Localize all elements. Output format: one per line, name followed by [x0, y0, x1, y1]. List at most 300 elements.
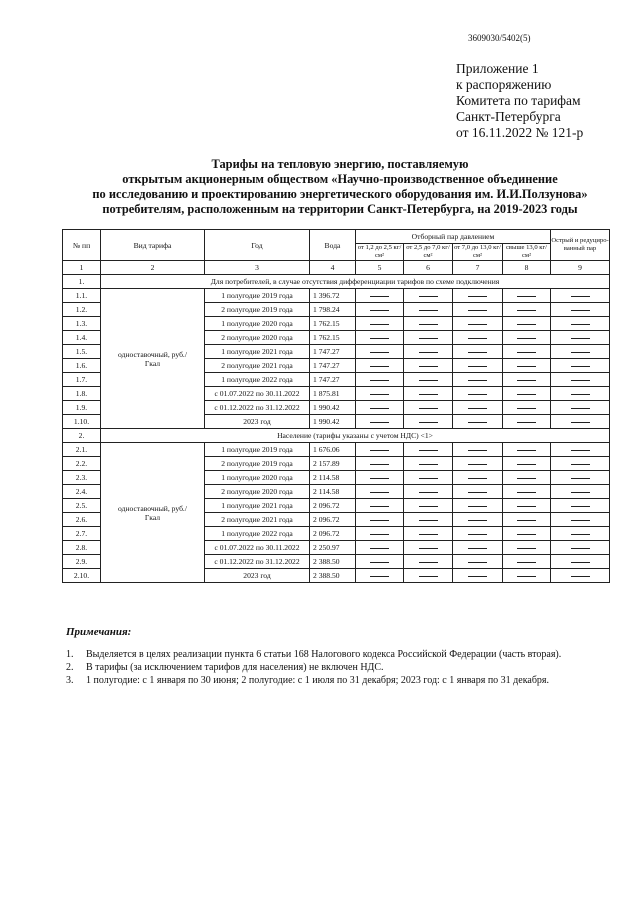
- col-number: 2: [101, 261, 205, 275]
- period: 2023 год: [205, 415, 310, 429]
- title-line: открытым акционерным обществом «Научно-производственное объединение: [122, 172, 558, 186]
- dash-mark: [517, 478, 536, 479]
- period: 1 полугодие 2019 года: [205, 443, 310, 457]
- dash-mark: [517, 464, 536, 465]
- notes-title: Примечания:: [66, 626, 132, 638]
- dash-mark: [571, 422, 590, 423]
- dash-mark: [419, 408, 438, 409]
- empty-cell: [453, 527, 503, 541]
- period: 2 полугодие 2019 года: [205, 303, 310, 317]
- dash-mark: [419, 352, 438, 353]
- annex-block: [456, 61, 583, 141]
- empty-cell: [356, 317, 404, 331]
- note-text: В тарифы (за исключением тарифов для населения) не включен НДС.: [86, 662, 384, 673]
- empty-cell: [503, 457, 551, 471]
- empty-cell: [503, 345, 551, 359]
- row-number: 1.5.: [63, 345, 101, 359]
- empty-cell: [551, 541, 610, 555]
- note-number: 1.: [66, 649, 74, 660]
- empty-cell: [404, 331, 453, 345]
- section-label: Для потребителей, в случае отсутствия дифференциации тарифов по схеме подключения: [101, 275, 610, 289]
- section-number: 2.: [63, 429, 101, 443]
- dash-mark: [571, 450, 590, 451]
- row-number: 2.4.: [63, 485, 101, 499]
- empty-cell: [503, 471, 551, 485]
- empty-cell: [503, 527, 551, 541]
- header-pressure-2: от 2,5 до 7,0 кг/см²: [404, 244, 453, 261]
- document-title: [40, 157, 640, 217]
- table-row: [63, 289, 610, 303]
- empty-cell: [404, 317, 453, 331]
- empty-cell: [551, 457, 610, 471]
- title-line: по исследованию и проектированию энергетического оборудования им. И.И.Ползунова»: [92, 187, 588, 201]
- dash-mark: [571, 534, 590, 535]
- dash-mark: [571, 576, 590, 577]
- empty-cell: [356, 415, 404, 429]
- dash-mark: [370, 562, 389, 563]
- empty-cell: [404, 303, 453, 317]
- dash-mark: [370, 576, 389, 577]
- dash-mark: [517, 380, 536, 381]
- tariff-table: [62, 229, 610, 583]
- dash-mark: [517, 450, 536, 451]
- note-text: 1 полугодие: с 1 января по 30 июня; 2 полугодие: с 1 июля по 31 декабря; 2023 год: с 1 января по 31 декабря.: [86, 675, 550, 686]
- empty-cell: [551, 303, 610, 317]
- dash-mark: [517, 562, 536, 563]
- row-number: 2.6.: [63, 513, 101, 527]
- dash-mark: [468, 310, 487, 311]
- dash-mark: [419, 478, 438, 479]
- dash-mark: [419, 576, 438, 577]
- empty-cell: [356, 303, 404, 317]
- empty-cell: [551, 527, 610, 541]
- dash-mark: [468, 422, 487, 423]
- dash-mark: [370, 548, 389, 549]
- table-row: [63, 443, 610, 457]
- empty-cell: [453, 457, 503, 471]
- row-number: 2.3.: [63, 471, 101, 485]
- empty-cell: [356, 289, 404, 303]
- dash-mark: [571, 324, 590, 325]
- section-label: Население (тарифы указаны с учетом НДС) <1>: [101, 429, 610, 443]
- empty-cell: [356, 457, 404, 471]
- empty-cell: [503, 331, 551, 345]
- empty-cell: [356, 513, 404, 527]
- dash-mark: [468, 534, 487, 535]
- row-number: 1.7.: [63, 373, 101, 387]
- dash-mark: [370, 352, 389, 353]
- dash-mark: [468, 296, 487, 297]
- dash-mark: [468, 352, 487, 353]
- note-item: [66, 648, 561, 661]
- empty-cell: [404, 387, 453, 401]
- dash-mark: [370, 408, 389, 409]
- note-text: Выделяется в целях реализации пункта 6 статьи 168 Налогового кодекса Российской Федерации (часть вторая).: [86, 649, 562, 660]
- empty-cell: [453, 387, 503, 401]
- empty-cell: [551, 485, 610, 499]
- empty-cell: [404, 457, 453, 471]
- dash-mark: [419, 422, 438, 423]
- dash-mark: [571, 338, 590, 339]
- note-number: 2.: [66, 662, 74, 673]
- row-number: 1.1.: [63, 289, 101, 303]
- empty-cell: [356, 443, 404, 457]
- title-line: Тарифы на тепловую энергию, поставляемую: [211, 157, 469, 171]
- tariff-type: одноставочный, руб./Гкал: [101, 443, 205, 583]
- note-number: 3.: [66, 675, 74, 686]
- header-pressure-3: от 7,0 до 13,0 кг/см²: [454, 244, 501, 259]
- dash-mark: [370, 296, 389, 297]
- col-number: 8: [503, 261, 551, 275]
- period: 1 полугодие 2022 года: [205, 373, 310, 387]
- dash-mark: [571, 408, 590, 409]
- section-row: [63, 429, 610, 443]
- row-number: 2.9.: [63, 555, 101, 569]
- dash-mark: [517, 548, 536, 549]
- dash-mark: [468, 324, 487, 325]
- empty-cell: [503, 303, 551, 317]
- row-number: 2.7.: [63, 527, 101, 541]
- water-tariff: 2 114.58: [310, 471, 356, 485]
- water-tariff: 1 396.72: [310, 289, 356, 303]
- empty-cell: [404, 289, 453, 303]
- water-tariff: 1 747.27: [310, 359, 356, 373]
- water-tariff: 2 388.50: [310, 555, 356, 569]
- dash-mark: [419, 534, 438, 535]
- empty-cell: [551, 415, 610, 429]
- water-tariff: 2 096.72: [310, 527, 356, 541]
- title-line: потребителям, расположенным на территории Санкт-Петербурга, на 2019-2023 годы: [102, 202, 578, 216]
- header-tariff-kind: Вид тарифа: [101, 230, 205, 261]
- empty-cell: [551, 387, 610, 401]
- period: 1 полугодие 2019 года: [205, 289, 310, 303]
- header-pressure-1: от 1,2 до 2,5 кг/см²: [356, 244, 404, 261]
- dash-mark: [370, 492, 389, 493]
- empty-cell: [356, 555, 404, 569]
- empty-cell: [503, 415, 551, 429]
- period: с 01.12.2022 по 31.12.2022: [205, 555, 310, 569]
- dash-mark: [370, 422, 389, 423]
- empty-cell: [551, 471, 610, 485]
- dash-mark: [419, 394, 438, 395]
- row-number: 2.10.: [63, 569, 101, 583]
- row-number: 1.8.: [63, 387, 101, 401]
- dash-mark: [419, 450, 438, 451]
- dash-mark: [571, 366, 590, 367]
- empty-cell: [404, 359, 453, 373]
- dash-mark: [468, 548, 487, 549]
- dash-mark: [571, 520, 590, 521]
- dash-mark: [517, 408, 536, 409]
- dash-mark: [370, 324, 389, 325]
- row-number: 2.8.: [63, 541, 101, 555]
- period: 2 полугодие 2021 года: [205, 359, 310, 373]
- empty-cell: [551, 569, 610, 583]
- note-item: [66, 661, 561, 674]
- col-number: 1: [63, 261, 101, 275]
- water-tariff: 1 875.81: [310, 387, 356, 401]
- dash-mark: [370, 450, 389, 451]
- empty-cell: [551, 555, 610, 569]
- dash-mark: [419, 296, 438, 297]
- period: 1 полугодие 2021 года: [205, 499, 310, 513]
- dash-mark: [370, 366, 389, 367]
- dash-mark: [571, 380, 590, 381]
- period: 1 полугодие 2021 года: [205, 345, 310, 359]
- empty-cell: [453, 359, 503, 373]
- empty-cell: [404, 541, 453, 555]
- period: с 01.07.2022 по 30.11.2022: [205, 541, 310, 555]
- annex-line: Приложение 1: [456, 61, 539, 76]
- empty-cell: [453, 415, 503, 429]
- period: 1 полугодие 2020 года: [205, 317, 310, 331]
- empty-cell: [453, 443, 503, 457]
- dash-mark: [571, 352, 590, 353]
- dash-mark: [517, 324, 536, 325]
- dash-mark: [517, 352, 536, 353]
- dash-mark: [370, 310, 389, 311]
- dash-mark: [571, 492, 590, 493]
- dash-mark: [468, 464, 487, 465]
- dash-mark: [517, 576, 536, 577]
- empty-cell: [404, 569, 453, 583]
- dash-mark: [419, 366, 438, 367]
- empty-cell: [356, 569, 404, 583]
- period: 1 полугодие 2020 года: [205, 471, 310, 485]
- water-tariff: 1 762.15: [310, 331, 356, 345]
- empty-cell: [503, 569, 551, 583]
- dash-mark: [468, 520, 487, 521]
- empty-cell: [453, 289, 503, 303]
- empty-cell: [551, 401, 610, 415]
- empty-cell: [503, 443, 551, 457]
- empty-cell: [551, 359, 610, 373]
- period: 2 полугодие 2020 года: [205, 331, 310, 345]
- empty-cell: [356, 499, 404, 513]
- dash-mark: [571, 464, 590, 465]
- empty-cell: [356, 387, 404, 401]
- dash-mark: [370, 478, 389, 479]
- dash-mark: [571, 562, 590, 563]
- empty-cell: [503, 513, 551, 527]
- dash-mark: [468, 338, 487, 339]
- section-number: 1.: [63, 275, 101, 289]
- empty-cell: [356, 541, 404, 555]
- dash-mark: [468, 478, 487, 479]
- empty-cell: [356, 359, 404, 373]
- water-tariff: 1 747.27: [310, 373, 356, 387]
- empty-cell: [503, 555, 551, 569]
- empty-cell: [453, 541, 503, 555]
- water-tariff: 2 114.58: [310, 485, 356, 499]
- header-pressure-4: свыше 13,0 кг/см²: [503, 244, 551, 261]
- period: 1 полугодие 2022 года: [205, 527, 310, 541]
- empty-cell: [404, 527, 453, 541]
- empty-cell: [356, 401, 404, 415]
- dash-mark: [468, 492, 487, 493]
- row-number: 1.2.: [63, 303, 101, 317]
- empty-cell: [503, 541, 551, 555]
- annex-line: Санкт-Петербурга: [456, 109, 561, 124]
- dash-mark: [571, 310, 590, 311]
- water-tariff: 2 096.72: [310, 513, 356, 527]
- empty-cell: [453, 471, 503, 485]
- dash-mark: [571, 394, 590, 395]
- empty-cell: [551, 289, 610, 303]
- dash-mark: [370, 534, 389, 535]
- empty-cell: [453, 485, 503, 499]
- dash-mark: [517, 506, 536, 507]
- empty-cell: [404, 415, 453, 429]
- empty-cell: [404, 555, 453, 569]
- empty-cell: [404, 485, 453, 499]
- empty-cell: [453, 513, 503, 527]
- dash-mark: [468, 562, 487, 563]
- empty-cell: [453, 345, 503, 359]
- dash-mark: [370, 394, 389, 395]
- empty-cell: [503, 317, 551, 331]
- dash-mark: [468, 366, 487, 367]
- dash-mark: [370, 464, 389, 465]
- dash-mark: [419, 310, 438, 311]
- col-number: 7: [453, 261, 503, 275]
- row-number: 2.5.: [63, 499, 101, 513]
- empty-cell: [551, 443, 610, 457]
- empty-cell: [453, 401, 503, 415]
- empty-cell: [404, 345, 453, 359]
- empty-cell: [503, 359, 551, 373]
- dash-mark: [370, 506, 389, 507]
- dash-mark: [517, 296, 536, 297]
- col-number: 9: [551, 261, 610, 275]
- header-water: Вода: [310, 230, 356, 261]
- empty-cell: [404, 443, 453, 457]
- empty-cell: [453, 499, 503, 513]
- empty-cell: [356, 345, 404, 359]
- water-tariff: 1 747.27: [310, 345, 356, 359]
- dash-mark: [419, 506, 438, 507]
- dash-mark: [468, 380, 487, 381]
- empty-cell: [551, 513, 610, 527]
- annex-line: к распоряжению: [456, 77, 552, 92]
- dash-mark: [419, 324, 438, 325]
- annex-line: от 16.11.2022 № 121-р: [456, 125, 584, 140]
- col-number: 4: [310, 261, 356, 275]
- empty-cell: [551, 317, 610, 331]
- empty-cell: [503, 401, 551, 415]
- water-tariff: 2 157.89: [310, 457, 356, 471]
- empty-cell: [503, 485, 551, 499]
- empty-cell: [404, 401, 453, 415]
- dash-mark: [419, 520, 438, 521]
- dash-mark: [419, 464, 438, 465]
- section-row: [63, 275, 610, 289]
- empty-cell: [356, 331, 404, 345]
- empty-cell: [503, 289, 551, 303]
- empty-cell: [356, 373, 404, 387]
- period: с 01.12.2022 по 31.12.2022: [205, 401, 310, 415]
- empty-cell: [453, 303, 503, 317]
- document-number: 3609030/5402(5): [468, 33, 531, 43]
- period: 2 полугодие 2020 года: [205, 485, 310, 499]
- empty-cell: [404, 373, 453, 387]
- col-number: 6: [404, 261, 453, 275]
- empty-cell: [453, 317, 503, 331]
- row-number: 1.6.: [63, 359, 101, 373]
- dash-mark: [419, 492, 438, 493]
- col-number: 5: [356, 261, 404, 275]
- empty-cell: [503, 499, 551, 513]
- period: с 01.07.2022 по 30.11.2022: [205, 387, 310, 401]
- dash-mark: [517, 338, 536, 339]
- dash-mark: [468, 450, 487, 451]
- period: 2 полугодие 2021 года: [205, 513, 310, 527]
- empty-cell: [356, 485, 404, 499]
- empty-cell: [453, 569, 503, 583]
- dash-mark: [517, 366, 536, 367]
- water-tariff: 2 388.50: [310, 569, 356, 583]
- column-number-row: [63, 261, 610, 275]
- dash-mark: [571, 296, 590, 297]
- header-steam: Отборный пар давлением: [356, 230, 551, 244]
- dash-mark: [571, 506, 590, 507]
- water-tariff: 1 798.24: [310, 303, 356, 317]
- dash-mark: [517, 310, 536, 311]
- dash-mark: [468, 576, 487, 577]
- empty-cell: [503, 373, 551, 387]
- empty-cell: [356, 527, 404, 541]
- dash-mark: [370, 520, 389, 521]
- water-tariff: 2 250.97: [310, 541, 356, 555]
- header-num: № пп: [63, 230, 101, 261]
- empty-cell: [453, 373, 503, 387]
- dash-mark: [468, 394, 487, 395]
- empty-cell: [453, 555, 503, 569]
- empty-cell: [551, 373, 610, 387]
- row-number: 2.2.: [63, 457, 101, 471]
- water-tariff: 2 096.72: [310, 499, 356, 513]
- period: 2 полугодие 2019 года: [205, 457, 310, 471]
- dash-mark: [571, 478, 590, 479]
- dash-mark: [370, 380, 389, 381]
- row-number: 1.9.: [63, 401, 101, 415]
- dash-mark: [517, 422, 536, 423]
- row-number: 1.3.: [63, 317, 101, 331]
- row-number: 2.1.: [63, 443, 101, 457]
- water-tariff: 1 990.42: [310, 415, 356, 429]
- header-sharp-steam: Острый и редуциро-ванный пар: [551, 230, 610, 261]
- dash-mark: [419, 562, 438, 563]
- period: 2023 год: [205, 569, 310, 583]
- notes-list: [66, 648, 561, 687]
- dash-mark: [517, 492, 536, 493]
- empty-cell: [404, 513, 453, 527]
- empty-cell: [503, 387, 551, 401]
- empty-cell: [404, 471, 453, 485]
- row-number: 1.4.: [63, 331, 101, 345]
- tariff-type: одноставочный, руб./Гкал: [101, 289, 205, 429]
- water-tariff: 1 676.06: [310, 443, 356, 457]
- water-tariff: 1 990.42: [310, 401, 356, 415]
- water-tariff: 1 762.15: [310, 317, 356, 331]
- empty-cell: [453, 331, 503, 345]
- dash-mark: [419, 338, 438, 339]
- empty-cell: [404, 499, 453, 513]
- dash-mark: [419, 380, 438, 381]
- empty-cell: [356, 471, 404, 485]
- dash-mark: [419, 548, 438, 549]
- header-year: Год: [205, 230, 310, 261]
